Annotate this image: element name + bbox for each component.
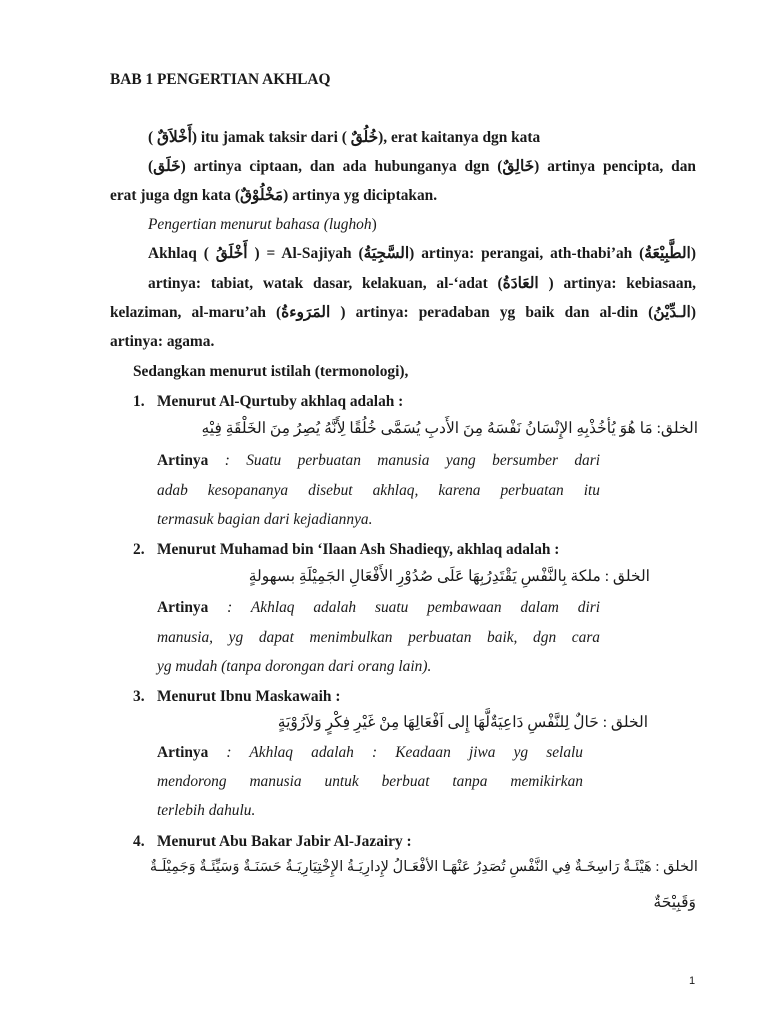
artinya-line: mendorong manusia untuk berbuat tanpa memikirkan [157, 773, 583, 790]
istilah-heading: Sedangkan menurut istilah (termonologi), [133, 363, 409, 380]
bahasa-line-4: artinya: agama. [110, 333, 215, 350]
artinya-line: adab kesopananya disebut akhlaq, karena perbuatan itu [157, 482, 600, 499]
arabic-term: خَلَق [153, 158, 181, 175]
arabic-term: العَادَةُ [502, 275, 539, 292]
artinya-line: Artinya : Akhlaq adalah suatu pembawaan dalam diri [157, 599, 600, 616]
list-item-number: 2. [133, 541, 145, 558]
arabic-term: مَخْلُوْقٌ [239, 187, 284, 204]
arabic-definition: الخلق: مَا هُوَ يُأخُذْبِهِ الإِنْسَانُ نَفْسَهُ مِنَ الأَدبِ يُسَمَّى خُلُقًا لِأَنَّهُ يُصِرُ مِنَ الخَلْقَةِ فِيْهِ [201, 420, 698, 437]
intro-text: ), erat kaitanya dgn kata [378, 129, 541, 146]
list-item-heading: Menurut Muhamad bin ‘Ilaan Ash Shadieqy, akhlaq adalah : [157, 541, 560, 558]
bahasa-line-3: kelaziman, al-maru’ah (المَرَوءةُ ) artinya: peradaban yg baik dan al-din (الـدِّيْنُ) [110, 304, 696, 321]
intro-text: ) artinya ciptaan, dan ada hubunganya dgn ( [180, 158, 503, 175]
intro-line-3 [110, 186, 437, 206]
artinya-line: manusia, yg dapat menimbulkan perbuatan baik, dgn cara [157, 629, 600, 646]
arabic-term: المَرَوءةُ [281, 304, 331, 321]
list-item-heading: Menurut Abu Bakar Jabir Al-Jazairy : [157, 833, 412, 850]
page-number: 1 [689, 975, 696, 987]
intro-text: ) artinya pencipta, dan [534, 158, 696, 175]
intro-text: itu jamak taksir dari ( [200, 129, 347, 146]
intro-text: erat juga dgn kata ( [110, 187, 240, 204]
artinya-line: terlebih dahulu. [157, 802, 256, 819]
list-item-heading: Menurut Ibnu Maskawaih : [157, 688, 341, 705]
arabic-definition: الخلق : حَالٌ لِلنَّفْسِ دَاعِيَةٌلَّهَا إِلى اَفْعَالِهَا مِنْ غَيْرِ فِكْرٍ وَلاَرُوْيَةٍ [277, 714, 648, 731]
arabic-definition: الخلق : هَيْئَـةٌ رَاسِخَـةٌ فِي النَّفْسِ تُصَدِرُ عَنْهَـا الأفْعَـالُ لإِدارِيَـةُ الإِخْتِيَارِيَـةُ حَسَنَـةٌ وَسَيِّئَـةٌ وَجَمِيْلَـةٌ [149, 859, 698, 875]
bahasa-heading: Pengertian menurut bahasa (lughoh) [148, 216, 377, 233]
arabic-definition-continued: وَقَبِيْحَةٌ [653, 894, 696, 911]
arabic-term: الطَّبِيْعَةُ [644, 245, 691, 262]
intro-line-2: (خَلَق) artinya ciptaan, dan ada hubunganya dgn (خَالِقٌ) artinya pencipta, dan [148, 158, 696, 175]
intro-line-1: ( أَخْلاَقٌ) itu jamak taksir dari ( خُلُقٌ), erat kaitanya dgn kata [148, 129, 541, 146]
arabic-term: أَخْلاَقٌ [156, 129, 192, 146]
arabic-term: الـدِّيْنُ [653, 304, 691, 321]
arabic-term: أَخْلَقُ [215, 245, 248, 262]
artinya-line: Artinya : Suatu perbuatan manusia yang bersumber dari [157, 452, 600, 469]
intro-text: ) artinya yg diciptakan. [283, 187, 438, 204]
bahasa-line-1: Akhlaq ( أَخْلَقُ ) = Al-Sajiyah (السَّجِيَةُ) artinya: perangai, ath-thabi’ah (الطَّبِيْعَةُ) [148, 245, 696, 262]
arabic-definition: الخلق : ملكة بِالنَّفْسِ يَقْتَدِرُبِهَا عَلَى صُدُوْرِ الأَفْعَالِ الجَمِيْلَةِ بسهولةٍ [248, 568, 650, 585]
bahasa-line-2: artinya: tabiat, watak dasar, kelakuan, al-‘adat (العَادَةُ ) artinya: kebiasaan, [148, 275, 696, 292]
arabic-term: السَّجِيَةُ [363, 245, 410, 262]
list-item-heading: Menurut Al-Qurtuby akhlaq adalah : [157, 393, 404, 410]
artinya-line: yg mudah (tanpa dorongan dari orang lain). [157, 658, 432, 675]
list-item-number: 1. [133, 393, 145, 410]
arabic-term: خُلُقٌ [350, 129, 379, 146]
artinya-line: termasuk bagian dari kejadiannya. [157, 511, 373, 528]
chapter-title: BAB 1 PENGERTIAN AKHLAQ [110, 71, 331, 88]
list-item-number: 4. [133, 833, 145, 850]
list-item-number: 3. [133, 688, 145, 705]
arabic-term: خَالِقٌ [502, 158, 535, 175]
artinya-line: Artinya : Akhlaq adalah : Keadaan jiwa yg selalu [157, 744, 583, 761]
